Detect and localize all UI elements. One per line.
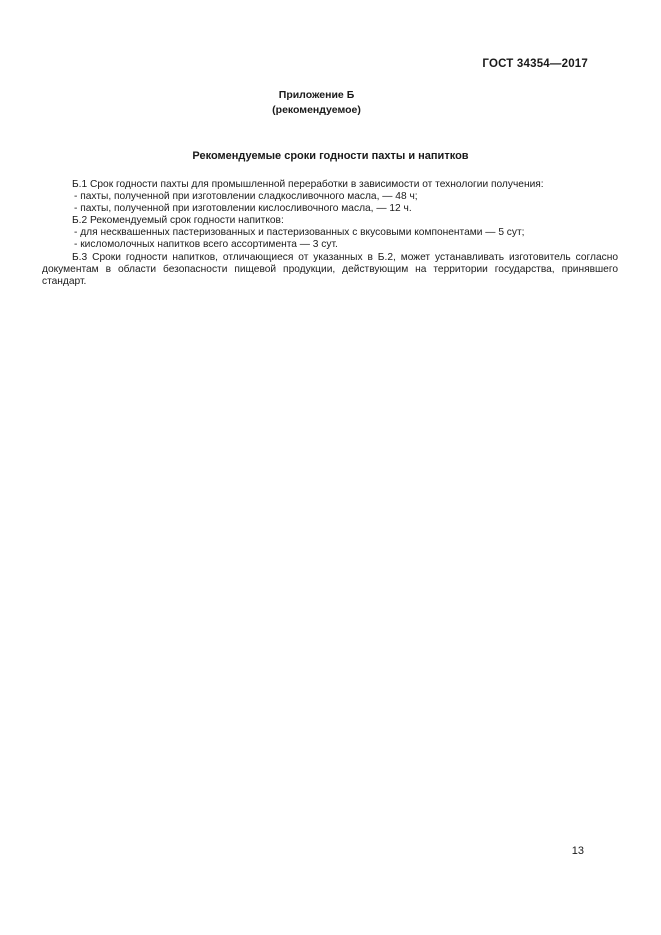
page-number: 13 — [571, 845, 584, 857]
appendix-title: Рекомендуемые сроки годности пахты и напитков — [192, 150, 469, 162]
clause-b2-item-1: - для несквашенных пастеризованных и пастеризованных с вкусовыми компонентами — 5 сут; — [74, 227, 525, 239]
appendix-caption-block — [0, 88, 633, 118]
clause-b1-item-2: - пахты, полученной при изготовлении кислосливочного масла, — 12 ч. — [74, 203, 412, 215]
appendix-status: (рекомендуемое) — [272, 104, 361, 116]
appendix-body — [42, 179, 618, 288]
appendix-label: Приложение Б — [278, 89, 355, 101]
clause-b3: Б.3 Сроки годности напитков, отличающиеся от указанных в Б.2, может устанавливать изготовитель согласно документам в области безопасности пищевой продукции, действующим на территории государства, принявшего стандарт. — [42, 251, 618, 287]
running-header-standard-number: ГОСТ 34354—2017 — [482, 58, 588, 70]
clause-b1-intro: Б.1 Срок годности пахты для промышленной переработки в зависимости от технологии получения: — [72, 179, 544, 190]
clause-b1-item-1: - пахты, полученной при изготовлении сладкосливочного масла, — 48 ч; — [74, 191, 418, 203]
clause-b2-intro: Б.2 Рекомендуемый срок годности напитков: — [72, 215, 284, 227]
clause-b2-item-2: - кисломолочных напитков всего ассортимента — 3 сут. — [74, 239, 338, 251]
